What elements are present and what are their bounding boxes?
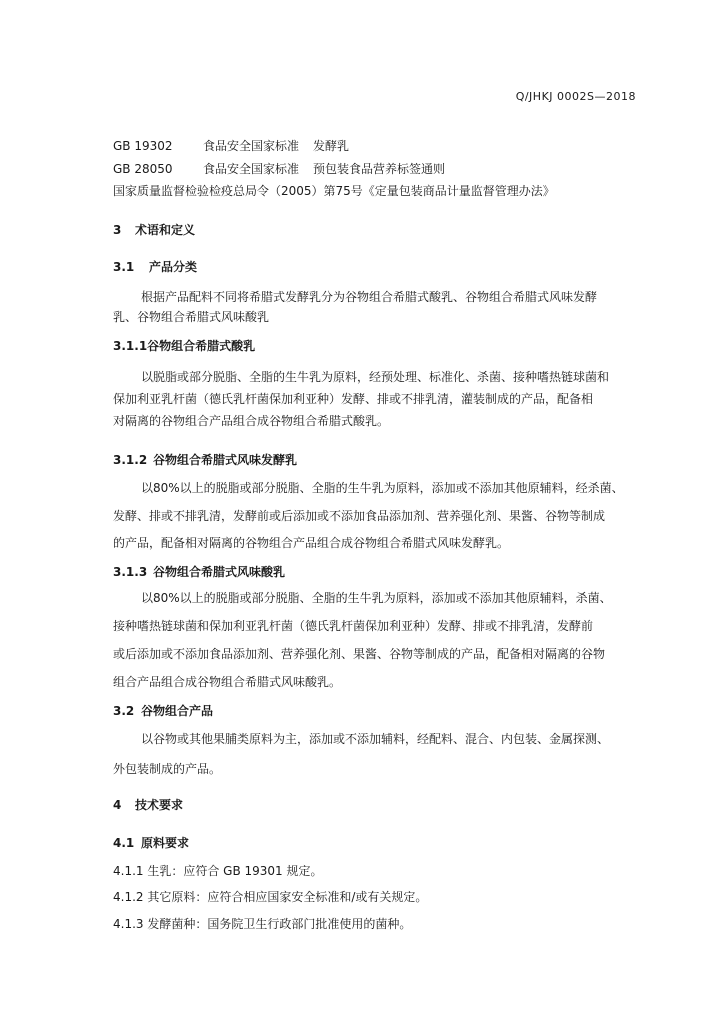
paragraph-line: 对隔离的谷物组合产品组合成谷物组合希腊式酸乳。 bbox=[113, 414, 390, 428]
section-title: 技术要求 bbox=[135, 798, 184, 812]
subsection-title: 谷物组合希腊式风味酸乳 bbox=[153, 565, 286, 579]
list-item: 4.1.3 发酵菌种：国务院卫生行政部门批准使用的菌种。 bbox=[113, 917, 412, 931]
subsection-number: 3.1 bbox=[113, 260, 135, 274]
reference-title: 食品安全国家标准 bbox=[203, 139, 300, 153]
subsection-heading bbox=[113, 702, 213, 719]
subsection-number: 3.1.1 bbox=[113, 339, 148, 353]
subsection-number: 3.1.2 bbox=[113, 453, 148, 467]
subsection-title: 谷物组合产品 bbox=[141, 704, 214, 718]
reference-subtitle: 预包装食品营养标签通则 bbox=[313, 162, 446, 176]
list-item: 4.1.2 其它原料：应符合相应国家安全标准和/或有关规定。 bbox=[113, 890, 428, 904]
section-number: 4 bbox=[113, 798, 122, 812]
paragraph-line: 组合产品组合成谷物组合希腊式风味酸乳。 bbox=[113, 675, 342, 689]
paragraph-line: 接种嗜热链球菌和保加利亚乳杆菌（德氏乳杆菌保加利亚种）发酵、排或不排乳清，发酵前 bbox=[113, 619, 594, 633]
paragraph-line: 保加利亚乳杆菌（德氏乳杆菌保加利亚种）发酵、排或不排乳清，灌装制成的产品，配备相 bbox=[113, 392, 594, 406]
subsection-title: 产品分类 bbox=[149, 260, 198, 274]
reference-number: GB 28050 bbox=[113, 162, 173, 176]
section-number: 3 bbox=[113, 223, 122, 237]
reference-item bbox=[113, 137, 349, 154]
list-item: 4.1.1 生乳：应符合 GB 19301 规定。 bbox=[113, 864, 323, 878]
section-title: 术语和定义 bbox=[135, 223, 196, 237]
subsection-title: 谷物组合希腊式风味发酵乳 bbox=[153, 453, 298, 467]
subsection-number: 3.1.3 bbox=[113, 565, 148, 579]
paragraph-line: 乳、谷物组合希腊式风味酸乳 bbox=[113, 310, 270, 324]
subsection-number: 4.1 bbox=[113, 836, 135, 850]
paragraph-line: 或后添加或不添加食品添加剂、营养强化剂、果酱、谷物等制成的产品，配备相对隔离的谷物 bbox=[113, 647, 606, 661]
section-heading bbox=[113, 221, 195, 238]
paragraph-line: 发酵、排或不排乳清，发酵前或后添加或不添加食品添加剂、营养强化剂、果酱、谷物等制成 bbox=[113, 509, 606, 523]
subsection-number: 3.2 bbox=[113, 704, 135, 718]
paragraph-line: 以80%以上的脱脂或部分脱脂、全脂的生牛乳为原料，添加或不添加其他原辅料，经杀菌、 bbox=[141, 481, 624, 495]
paragraph-line: 以谷物或其他果脯类原料为主，添加或不添加辅料，经配料、混合、内包装、金属探测、 bbox=[141, 732, 610, 746]
reference-item bbox=[113, 160, 445, 177]
reference-title: 食品安全国家标准 bbox=[203, 162, 300, 176]
subsection-heading bbox=[113, 834, 189, 851]
paragraph-line: 外包装制成的产品。 bbox=[113, 762, 222, 776]
reference-subtitle: 发酵乳 bbox=[313, 139, 350, 153]
paragraph-line: 的产品，配备相对隔离的谷物组合产品组合成谷物组合希腊式风味发酵乳。 bbox=[113, 536, 510, 550]
standard-code: Q/JHKJ 0002S—2018 bbox=[515, 90, 636, 103]
subsection-heading bbox=[113, 451, 297, 468]
reference-number: GB 19302 bbox=[113, 139, 173, 153]
subsection-heading bbox=[113, 258, 197, 275]
paragraph-line: 根据产品配料不同将希腊式发酵乳分为谷物组合希腊式酸乳、谷物组合希腊式风味发酵 bbox=[141, 290, 598, 304]
paragraph-line: 以80%以上的脱脂或部分脱脂、全脂的生牛乳为原料，添加或不添加其他原辅料，杀菌、 bbox=[141, 591, 612, 605]
section-heading bbox=[113, 796, 183, 813]
subsection-heading bbox=[113, 337, 255, 354]
subsection-heading bbox=[113, 563, 285, 580]
subsection-title: 谷物组合希腊式酸乳 bbox=[147, 339, 256, 353]
reference-regulation: 国家质量监督检验检疫总局令（2005）第75号《定量包装商品计量监督管理办法》 bbox=[113, 184, 555, 198]
subsection-title: 原料要求 bbox=[141, 836, 190, 850]
paragraph-line: 以脱脂或部分脱脂、全脂的生牛乳为原料，经预处理、标准化、杀菌、接种嗜热链球菌和 bbox=[141, 370, 610, 384]
